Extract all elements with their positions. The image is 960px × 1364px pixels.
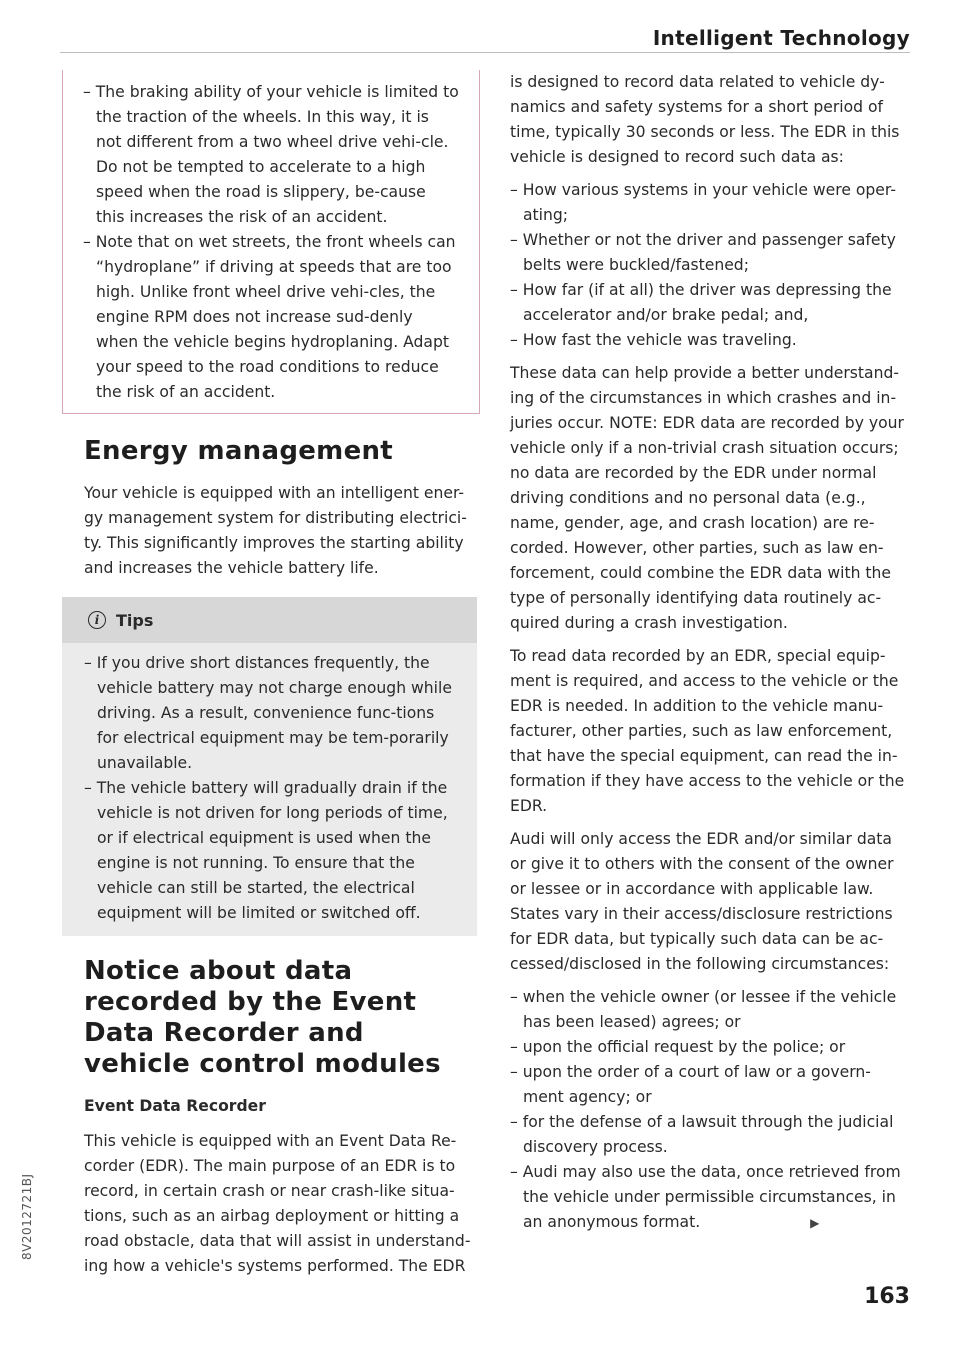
- list-item: [510, 1160, 910, 1236]
- edr-access-list: [510, 985, 910, 1236]
- list-item: – Whether or not the driver and passenger safety belts were buckled/fastened;: [510, 231, 896, 274]
- list-item: – upon the order of a court of law or a govern-ment agency; or: [510, 1063, 871, 1106]
- tips-box: [62, 597, 477, 936]
- list-item: – How various systems in your vehicle were oper-ating;: [510, 181, 896, 224]
- energy-heading: Energy management: [84, 436, 394, 466]
- edr-intro: This vehicle is equipped with an Event Data Re-corder (EDR). The main purpose of an EDR is to record, in certain crash or near crash-like situa-tions, such as an airbag deployment or hitting a road obstacle, data that will assist in understand-ing how a vehicle's systems performed. The EDR: [84, 1132, 471, 1275]
- document-code: 8V2012721BJ: [20, 1173, 34, 1260]
- edr-paragraph: To read data recorded by an EDR, special equip-ment is required, and access to the vehicle or the EDR is needed. In addition to the vehicle manu-facturer, other parties, such as law enforcement, that have the special equipment, can read the in-formation if they have access to the vehicle or the EDR.: [510, 647, 905, 815]
- info-icon: i: [88, 611, 106, 629]
- right-column: [510, 70, 910, 1236]
- tips-item: – The vehicle battery will gradually drain if the vehicle is not driven for long periods of time, or if electrical equipment is used when the engine is not running. To ensure that the vehicle can still be started, the electrical equipment will be limited or switched off.: [84, 779, 448, 922]
- warning-item: – Note that on wet streets, the front wheels can “hydroplane” if driving at speeds that are too high. Unlike front wheel drive vehi-cles, the engine RPM does not increase sud-denly when the vehicle begins hydroplaning. Adapt your speed to the road conditions to reduce the risk of an accident.: [83, 233, 456, 401]
- edr-recorded-list: [510, 178, 910, 353]
- list-item: – How far (if at all) the driver was depressing the accelerator and/or brake pedal; and,: [510, 281, 892, 324]
- page-number: 163: [864, 1284, 910, 1309]
- list-item: – for the defense of a lawsuit through the judicial discovery process.: [510, 1113, 894, 1156]
- edr-paragraph: Audi will only access the EDR and/or similar data or give it to others with the consent of the owner or lessee or in accordance with applicable law. States vary in their access/disclosure restrictions for EDR data, but typically such data can be ac-cessed/disclosed in the following circumstances:: [510, 830, 894, 973]
- warning-item: – The braking ability of your vehicle is limited to the traction of the wheels. In this way, it is not different from a two wheel drive vehi-cle. Do not be tempted to accelerate to a high speed when the road is slippery, be-cause this increases the risk of an accident.: [83, 83, 459, 226]
- edr-heading: Notice about data recorded by the Event Data Recorder and vehicle control modules: [84, 956, 441, 1079]
- continue-arrow-icon: ▶: [810, 1216, 820, 1230]
- energy-paragraph: Your vehicle is equipped with an intelligent ener-gy management system for distributing electrici-ty. This significantly improves the starting ability and increases the vehicle battery life.: [84, 484, 467, 577]
- header-rule: [60, 52, 910, 53]
- tips-item: – If you drive short distances frequently, the vehicle battery may not charge enough while driving. As a result, convenience func-tions for electrical equipment may be tem-porarily unavailable.: [84, 654, 452, 772]
- running-header: Intelligent Technology: [652, 26, 910, 50]
- edr-paragraph: These data can help provide a better understand-ing of the circumstances in which crashes and in-juries occur. NOTE: EDR data are recorded by your vehicle only if a non-trivial crash situation occurs; no data are recorded by the EDR under normal driving conditions and no personal data (e.g., name, gender, age, and crash location) are re-corded. However, other parties, such as law en-forcement, could combine the EDR data with the type of personally identifying data routinely ac-quired during a crash investigation.: [510, 364, 904, 632]
- list-item: – upon the official request by the police; or: [510, 1038, 846, 1056]
- edr-paragraph: is designed to record data related to vehicle dy-namics and safety systems for a short period of time, typically 30 seconds or less. The EDR in this vehicle is designed to record such data as:: [510, 73, 900, 166]
- tips-header: [62, 597, 477, 643]
- list-item: – How fast the vehicle was traveling.: [510, 331, 797, 349]
- list-item: – when the vehicle owner (or lessee if the vehicle has been leased) agrees; or: [510, 988, 897, 1031]
- list-item-text: – Audi may also use the data, once retrieved from the vehicle under permissible circumstances, in an anonymous format.: [510, 1163, 901, 1231]
- tips-title: Tips: [116, 610, 154, 630]
- edr-subheading: Event Data Recorder: [84, 1097, 266, 1115]
- warning-box: [62, 70, 480, 414]
- left-column: [84, 70, 478, 1287]
